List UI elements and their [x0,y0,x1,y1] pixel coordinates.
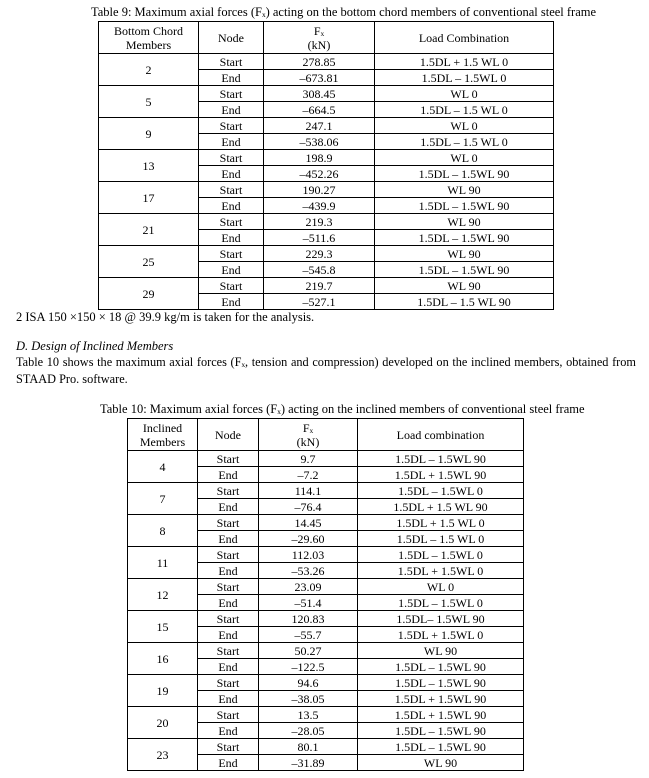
node-cell: End [198,531,259,547]
force-cell: –55.7 [259,627,358,643]
table-row [128,611,524,627]
table10-header-combo: Load combination [358,419,524,451]
table-row [99,278,554,294]
node-cell: Start [199,118,264,134]
table9-header-combo: Load Combination [375,22,554,54]
combo-cell: 1.5DL – 1.5WL 90 [375,166,554,182]
table10-header-row [128,419,524,451]
node-cell: End [199,262,264,278]
section-heading: D. Design of Inclined Members [16,339,174,353]
force-cell: 80.1 [259,739,358,755]
node-cell: End [198,691,259,707]
force-cell: 198.9 [264,150,375,166]
node-cell: Start [198,451,259,467]
force-cell: 308.45 [264,86,375,102]
member-cell: 17 [99,182,199,214]
node-cell: Start [199,86,264,102]
combo-cell: 1.5DL + 1.5WL 90 [358,691,524,707]
force-cell: 229.3 [264,246,375,262]
node-cell: Start [198,707,259,723]
force-cell: 9.7 [259,451,358,467]
force-cell: –452.26 [264,166,375,182]
force-cell: 112.03 [259,547,358,563]
combo-cell: 1.5DL – 1.5WL 0 [358,595,524,611]
combo-cell: 1.5DL + 1.5WL 90 [358,707,524,723]
combo-cell: 1.5DL + 1.5 WL 0 [358,515,524,531]
combo-cell: 1.5DL – 1.5WL 0 [358,483,524,499]
table-row [128,675,524,691]
force-cell: 13.5 [259,707,358,723]
node-cell: Start [198,739,259,755]
combo-cell: WL 0 [375,118,554,134]
combo-cell: 1.5DL – 1.5WL 0 [375,70,554,86]
combo-cell: 1.5DL – 1.5 WL 90 [375,294,554,310]
combo-cell: 1.5DL + 1.5 WL 90 [358,499,524,515]
table-row [128,547,524,563]
force-cell: 120.83 [259,611,358,627]
force-cell: 190.27 [264,182,375,198]
combo-cell: 1.5DL + 1.5WL 90 [358,467,524,483]
table9-header-row [99,22,554,54]
node-cell: End [198,755,259,771]
combo-cell: 1.5DL– 1.5WL 90 [358,611,524,627]
node-cell: Start [198,643,259,659]
member-cell: 11 [128,547,198,579]
member-cell: 16 [128,643,198,675]
force-symbol: Fₓ [302,420,314,435]
combo-cell: 1.5DL – 1.5WL 90 [375,262,554,278]
table-row [99,214,554,230]
combo-cell: WL 90 [375,182,554,198]
force-cell: –51.4 [259,595,358,611]
table10-header-force [259,419,358,451]
node-cell: Start [198,675,259,691]
table-row [99,182,554,198]
combo-cell: 1.5DL – 1.5WL 90 [375,230,554,246]
member-cell: 23 [128,739,198,771]
node-cell: Start [199,278,264,294]
combo-cell: 1.5DL – 1.5 WL 0 [375,134,554,150]
force-cell: –511.6 [264,230,375,246]
force-cell: –122.5 [259,659,358,675]
member-cell: 8 [128,515,198,547]
member-cell: 19 [128,675,198,707]
combo-cell: 1.5DL – 1.5WL 90 [358,723,524,739]
force-cell: –53.26 [259,563,358,579]
node-cell: End [198,595,259,611]
table-row [128,739,524,755]
combo-cell: 1.5DL – 1.5WL 90 [358,451,524,467]
member-cell: 9 [99,118,199,150]
force-cell: –439.9 [264,198,375,214]
member-cell: 25 [99,246,199,278]
force-cell: –527.1 [264,294,375,310]
force-symbol: Fₓ [313,23,325,38]
force-cell: –538.06 [264,134,375,150]
node-cell: End [199,294,264,310]
combo-cell: 1.5DL – 1.5WL 0 [358,547,524,563]
force-cell: 50.27 [259,643,358,659]
node-cell: End [198,659,259,675]
node-cell: Start [199,54,264,70]
node-cell: Start [199,214,264,230]
force-cell: –28.05 [259,723,358,739]
force-cell: –31.89 [259,755,358,771]
table9-header-member: Bottom Chord Members [99,22,199,54]
force-unit: (kN) [296,434,320,449]
node-cell: Start [199,246,264,262]
member-cell: 29 [99,278,199,310]
combo-cell: 1.5DL + 1.5 WL 0 [375,54,554,70]
table-row [99,150,554,166]
table-row [99,86,554,102]
table-row [128,707,524,723]
node-cell: End [198,467,259,483]
member-cell: 15 [128,611,198,643]
combo-cell: 1.5DL – 1.5WL 90 [375,198,554,214]
table9-note: 2 ISA 150 ×150 × 18 @ 39.9 kg/m is taken for the analysis. [16,310,315,324]
force-cell: 23.09 [259,579,358,595]
node-cell: End [198,563,259,579]
combo-cell: 1.5DL + 1.5WL 0 [358,563,524,579]
node-cell: Start [198,483,259,499]
node-cell: Start [199,150,264,166]
force-cell: 14.45 [259,515,358,531]
node-cell: End [198,499,259,515]
node-cell: Start [198,579,259,595]
force-cell: –673.81 [264,70,375,86]
table10-header-node: Node [198,419,259,451]
node-cell: Start [198,547,259,563]
force-cell: 114.1 [259,483,358,499]
table9-body [99,54,554,310]
member-cell: 21 [99,214,199,246]
section-paragraph-line2: STAAD Pro. software. [16,372,128,386]
table10-header-member: Inclined Members [128,419,198,451]
combo-cell: WL 90 [375,246,554,262]
section-paragraph-line1: Table 10 shows the maximum axial forces (Fₓ, tension and compression) developed on the inclined members, obtained from [16,355,636,369]
combo-cell: WL 90 [358,755,524,771]
force-cell: –76.4 [259,499,358,515]
force-cell: 94.6 [259,675,358,691]
table-row [128,483,524,499]
node-cell: End [199,102,264,118]
combo-cell: 1.5DL – 1.5 WL 0 [358,531,524,547]
combo-cell: WL 90 [375,214,554,230]
table9-header-node: Node [199,22,264,54]
table10-caption: Table 10: Maximum axial forces (Fₓ) acting on the inclined members of conventional steel frame [100,402,585,416]
table-row [128,643,524,659]
node-cell: End [198,723,259,739]
node-cell: End [199,70,264,86]
force-unit: (kN) [307,37,331,52]
force-cell: 219.7 [264,278,375,294]
node-cell: End [198,627,259,643]
table-row [99,246,554,262]
force-cell: –545.8 [264,262,375,278]
force-cell: –664.5 [264,102,375,118]
node-cell: Start [198,611,259,627]
member-cell: 4 [128,451,198,483]
combo-cell: 1.5DL – 1.5 WL 0 [375,102,554,118]
node-cell: Start [199,182,264,198]
table10 [127,418,524,771]
table9-header-force [264,22,375,54]
member-cell: 7 [128,483,198,515]
combo-cell: WL 0 [375,86,554,102]
table-row [99,118,554,134]
combo-cell: WL 0 [375,150,554,166]
combo-cell: WL 0 [358,579,524,595]
member-cell: 13 [99,150,199,182]
node-cell: End [199,230,264,246]
combo-cell: 1.5DL – 1.5WL 90 [358,675,524,691]
combo-cell: WL 90 [375,278,554,294]
table-row [99,54,554,70]
combo-cell: 1.5DL – 1.5WL 90 [358,739,524,755]
combo-cell: 1.5DL – 1.5WL 90 [358,659,524,675]
node-cell: End [199,166,264,182]
table-row [128,579,524,595]
member-cell: 2 [99,54,199,86]
table9-caption: Table 9: Maximum axial forces (Fₓ) acting on the bottom chord members of conventional steel frame [91,5,597,19]
force-cell: 278.85 [264,54,375,70]
node-cell: Start [198,515,259,531]
node-cell: End [199,198,264,214]
member-cell: 5 [99,86,199,118]
table10-body [128,451,524,771]
combo-cell: 1.5DL + 1.5WL 0 [358,627,524,643]
force-cell: –7.2 [259,467,358,483]
member-cell: 12 [128,579,198,611]
table9 [98,21,554,310]
table-row [128,451,524,467]
force-cell: 247.1 [264,118,375,134]
combo-cell: WL 90 [358,643,524,659]
force-cell: –29.60 [259,531,358,547]
force-cell: –38.05 [259,691,358,707]
node-cell: End [199,134,264,150]
force-cell: 219.3 [264,214,375,230]
member-cell: 20 [128,707,198,739]
table-row [128,515,524,531]
